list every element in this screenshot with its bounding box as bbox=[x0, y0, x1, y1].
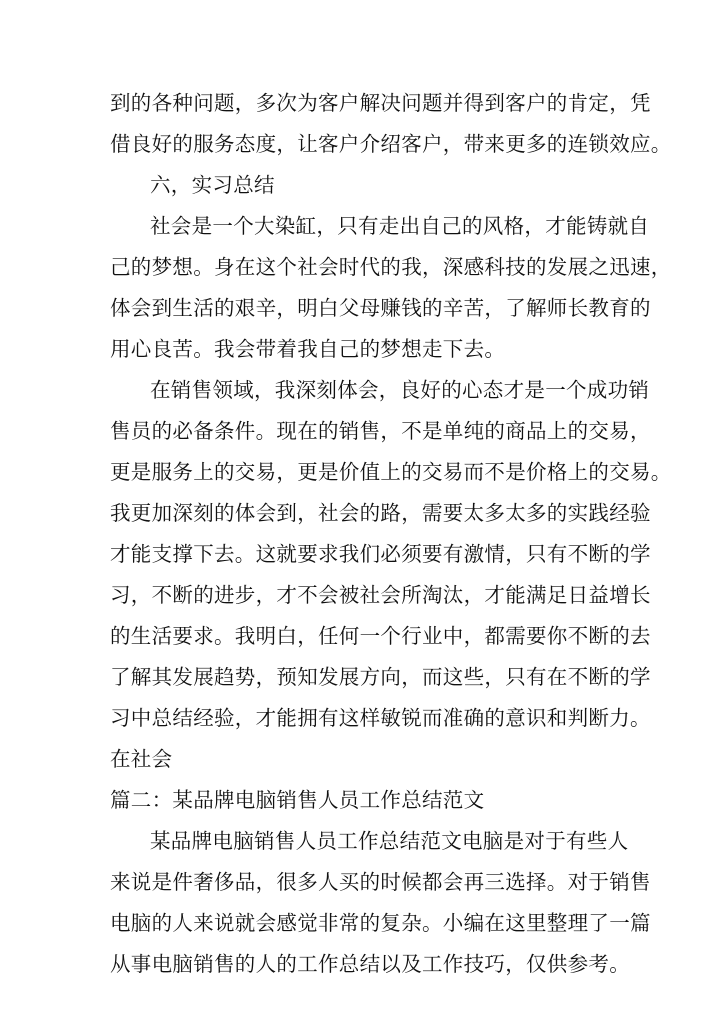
text-line: 电脑的人来说就会感觉非常的复杂。小编在这里整理了一篇 bbox=[110, 911, 651, 935]
text-line: 某品牌电脑销售人员工作总结范文电脑是对于有些人 bbox=[150, 829, 629, 853]
text-line: 才能支撑下去。这就要求我们必须要有激情，只有不断的学 bbox=[110, 542, 651, 566]
text-line: 我更加深刻的体会到，社会的路，需要太多太多的实践经验 bbox=[110, 501, 651, 525]
text-line: 习，不断的进步，才不会被社会所淘汰，才能满足日益增长 bbox=[110, 583, 651, 607]
text-line: 习中总结经验，才能拥有这样敏锐而准确的意识和判断力。 bbox=[110, 706, 651, 730]
text-line: 更是服务上的交易，更是价值上的交易而不是价格上的交易。 bbox=[110, 460, 672, 484]
text-line: 售员的必备条件。现在的销售，不是单纯的商品上的交易， bbox=[110, 419, 651, 443]
text-line: 了解其发展趋势，预知发展方向，而这些，只有在不断的学 bbox=[110, 665, 651, 689]
article-title: 篇二：某品牌电脑销售人员工作总结范文 bbox=[110, 788, 485, 812]
text-line: 在销售领域，我深刻体会，良好的心态才是一个成功销 bbox=[150, 378, 650, 402]
text-line: 体会到生活的艰辛，明白父母赚钱的辛苦，了解师长教育的 bbox=[110, 296, 651, 320]
text-line: 来说是件奢侈品，很多人买的时候都会再三选择。对于销售 bbox=[110, 870, 651, 894]
text-line: 的生活要求。我明白，任何一个行业中，都需要你不断的去 bbox=[110, 624, 651, 648]
text-line: 借良好的服务态度，让客户介绍客户，带来更多的连锁效应。 bbox=[110, 132, 672, 156]
text-line: 社会是一个大染缸，只有走出自己的风格，才能铸就自 bbox=[150, 214, 650, 238]
section-heading: 六，实习总结 bbox=[150, 173, 275, 197]
text-line: 己的梦想。身在这个社会时代的我，深感科技的发展之迅速， bbox=[110, 255, 672, 279]
text-line: 用心良苦。我会带着我自己的梦想走下去。 bbox=[110, 337, 506, 361]
text-line: 从事电脑销售的人的工作总结以及工作技巧，仅供参考。 bbox=[110, 952, 630, 976]
text-line: 在社会 bbox=[110, 747, 173, 771]
text-line: 到的各种问题，多次为客户解决问题并得到客户的肯定，凭 bbox=[110, 91, 651, 115]
